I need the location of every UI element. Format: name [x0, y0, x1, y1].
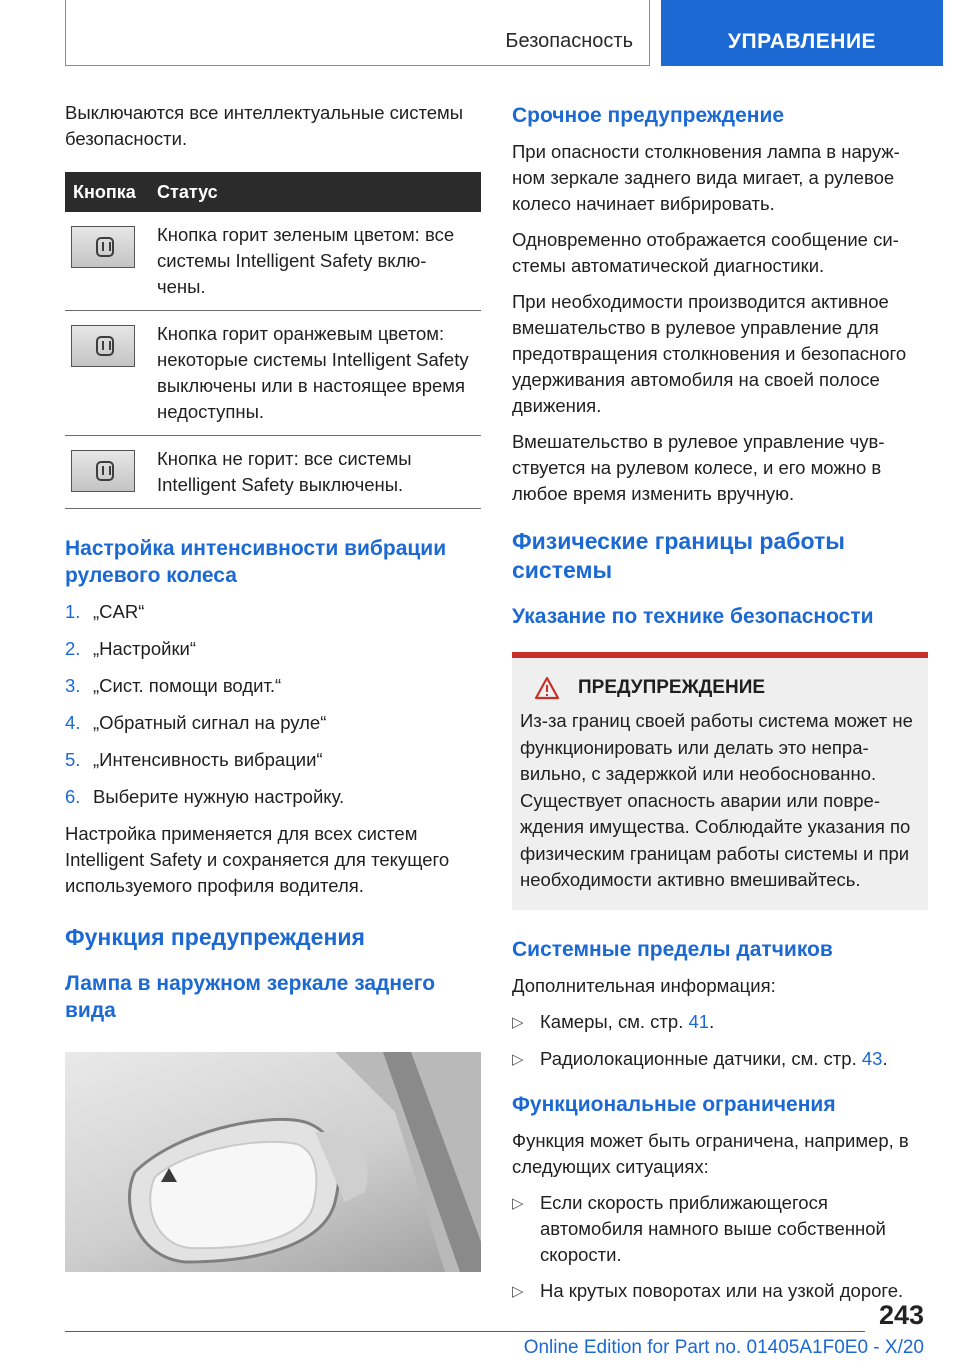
- urgent-paragraph-3: При необходимости производится активное вмешательство в рулевое управление для предотвращения столкновения и безопасного удерживания автомобиля на своей полосе движения.: [512, 291, 907, 416]
- settings-note: Настройка применяется для всех систем Intelligent Safety и сохраняется для текущего используемого профиля водителя.: [65, 823, 450, 896]
- page-link[interactable]: 41: [688, 1010, 710, 1032]
- urgent-warning-heading: Срочное предупреждение: [512, 104, 785, 127]
- list-item: ▷ Радиолокационные датчики, см. стр. 43.: [512, 1046, 928, 1073]
- table-row: [65, 436, 481, 509]
- button-cell: [65, 436, 149, 509]
- settings-heading: Настройка интенсивности вибрации рулевого колеса: [65, 537, 447, 587]
- table-row: [65, 311, 481, 436]
- intro-text: Выключаются все интеллектуальные системы безопасности.: [65, 102, 464, 149]
- functional-limits-heading: Функциональные ограничения: [512, 1092, 836, 1116]
- button-cell: [65, 212, 149, 311]
- footer-divider: [65, 1331, 865, 1332]
- list-item: ▷ На крутых поворотах или на узкой дороге.: [512, 1278, 928, 1305]
- warning-function-heading: Функция предупреждения: [65, 924, 365, 950]
- footer-edition: Online Edition for Part no. 01405A1F0E0 - X/20: [523, 1337, 924, 1358]
- table-header-status: Статус: [149, 172, 481, 212]
- safety-button-icon: [71, 325, 135, 367]
- settings-steps: [65, 599, 481, 810]
- safety-note-heading: Указание по технике безопасности: [512, 605, 874, 628]
- triangle-bullet-icon: ▷: [512, 1013, 524, 1031]
- warning-triangle-icon: [534, 676, 560, 700]
- section-title: Безопасность: [505, 30, 633, 52]
- warning-box: [512, 652, 928, 910]
- triangle-bullet-icon: ▷: [512, 1282, 524, 1300]
- status-cell: Кнопка горит зеленым цветом: все системы Intelligent Safety вклю‐чены.: [149, 212, 481, 311]
- safety-button-icon: [71, 450, 135, 492]
- warning-title: ПРЕДУПРЕЖДЕНИЕ: [534, 676, 920, 700]
- list-item: 5. „Интенсивность вибрации“: [65, 749, 323, 770]
- list-item: 1. „CAR“: [65, 601, 145, 622]
- status-cell: Кнопка горит оранжевым цветом: некоторые системы Intelligent Safety выключены или в настоящее время недоступны.: [149, 311, 481, 436]
- func-list: [512, 1190, 928, 1305]
- sensor-list: [512, 1009, 928, 1073]
- chapter-title: УПРАВЛЕНИЕ: [727, 30, 877, 53]
- header-section-box: [65, 0, 650, 66]
- page-link[interactable]: 43: [861, 1047, 883, 1069]
- urgent-paragraph-2: Одновременно отображается сообщение си‐стемы автоматической диагностики.: [512, 229, 899, 276]
- header-chapter-box: [661, 0, 943, 66]
- system-limits-heading: Физические границы работы системы: [512, 528, 845, 583]
- list-item: 3. „Сист. помощи водит.“: [65, 675, 282, 696]
- mirror-lamp-heading: Лампа в наружном зеркале заднего вида: [65, 972, 436, 1022]
- mirror-illustration: [65, 1052, 481, 1272]
- func-intro: Функция может быть ограничена, например, в следующих ситуациях:: [512, 1129, 909, 1177]
- table-header-row: [65, 172, 481, 212]
- page-number: 243: [878, 1300, 924, 1330]
- triangle-bullet-icon: ▷: [512, 1050, 524, 1068]
- triangle-bullet-icon: ▷: [512, 1194, 524, 1212]
- status-cell: Кнопка не горит: все системы Intelligent Safety выключены.: [149, 436, 481, 509]
- button-cell: [65, 311, 149, 436]
- safety-button-icon: [71, 226, 135, 268]
- urgent-paragraph-4: Вмешательство в рулевое управление чув‐ствуется на рулевом колесе, и его можно в любое время изменить вручную.: [512, 431, 885, 504]
- left-column: [65, 100, 481, 1272]
- list-item: 4. „Обратный сигнал на руле“: [65, 712, 327, 733]
- sensor-limits-heading: Системные пределы датчиков: [512, 937, 833, 961]
- urgent-paragraph-1: При опасности столкновения лампа в наруж‐ном зеркале заднего вида мигает, а рулевое колесо начинает вибрировать.: [512, 141, 900, 214]
- list-item: 2. „Настройки“: [65, 638, 197, 659]
- warning-text: Из-за границ своей работы система может не функционировать или делать это непра‐вильно, с задержкой или необоснованно. Существует опасность аварии или повре‐ждения имущества. Соблюдайте указания по физическим границам работы системы и при необходимости активно вмешивайтесь.: [520, 710, 913, 890]
- status-table: [65, 172, 481, 509]
- sensor-intro: Дополнительная информация:: [512, 974, 776, 996]
- table-header-button: Кнопка: [65, 172, 149, 212]
- table-row: [65, 212, 481, 311]
- right-column: [512, 100, 928, 1315]
- list-item: 6. Выберите нужную настройку.: [65, 786, 345, 807]
- list-item: ▷ Камеры, см. стр. 41.: [512, 1009, 928, 1036]
- list-item: ▷ Если скорость приближающегося автомобиля намного выше собственной скорости.: [512, 1190, 928, 1268]
- mirror-photo: [65, 1052, 481, 1272]
